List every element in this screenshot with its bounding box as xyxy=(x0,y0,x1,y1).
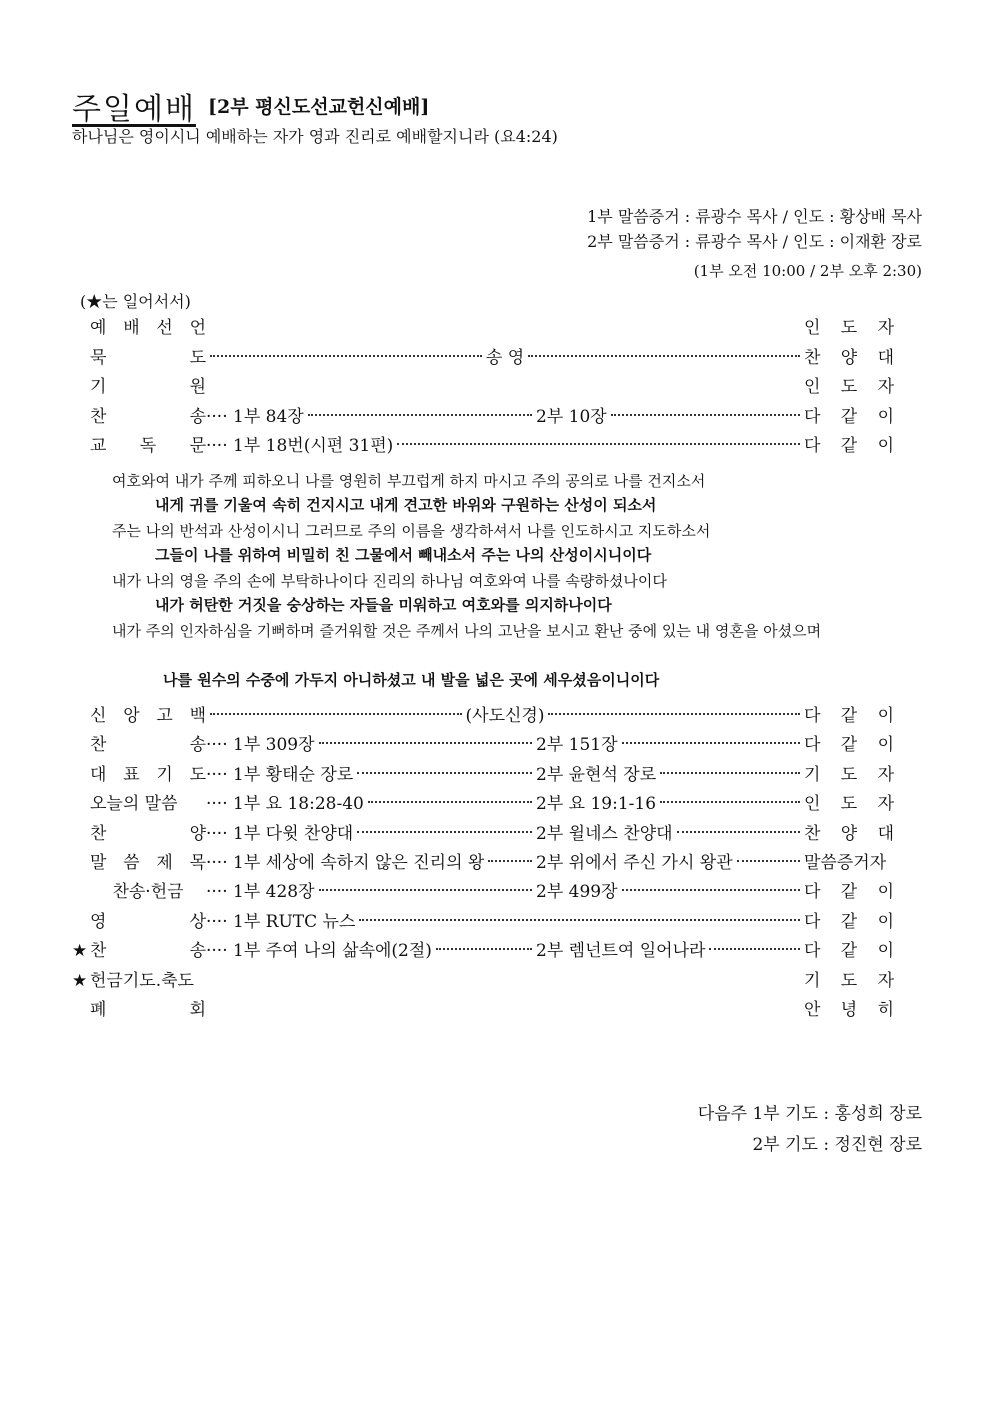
part1-text: ···· 1부 세상에 속하지 않은 진리의 왕 xyxy=(206,853,485,873)
order-label-char: 찬 xyxy=(90,406,107,427)
order-leader xyxy=(804,314,894,343)
dot-leader xyxy=(677,831,800,833)
dot-leader xyxy=(357,772,532,774)
order-label-char: 신 xyxy=(90,706,107,726)
order-label-char: 앙 xyxy=(123,706,140,726)
order-center xyxy=(206,702,804,731)
order-label xyxy=(90,937,206,966)
order-leader-char: 이 xyxy=(877,406,894,427)
order-leader-char: 대 xyxy=(877,347,894,368)
page-title: 주일예배 xyxy=(72,92,196,127)
dot-leader xyxy=(611,414,800,416)
part2-text: 2부 윌네스 찬양대 xyxy=(536,823,673,844)
part2 xyxy=(536,937,804,966)
order-leader-char: 기 xyxy=(804,970,821,991)
order-leader-char: 이 xyxy=(877,735,894,756)
order-leader-char: 같 xyxy=(840,911,858,932)
order-leader xyxy=(804,908,894,937)
order-label-char: 폐 xyxy=(90,1000,107,1020)
psalm-line: 내가 허탄한 거짓을 숭상하는 자들을 미워하고 여호와를 의지하나이다 xyxy=(155,596,612,614)
order-leader-char: 도 xyxy=(840,764,858,785)
order-leader xyxy=(804,878,894,907)
order-row xyxy=(72,403,894,432)
dot-leader xyxy=(660,772,800,774)
part1-text: ···· 1부 다윗 찬양대 xyxy=(206,823,354,844)
order-label-char: 교 xyxy=(90,436,107,456)
order-row xyxy=(72,967,894,996)
order-label-char: 영 xyxy=(90,911,107,932)
order-label-char: 묵 xyxy=(90,347,107,368)
order-row xyxy=(72,937,894,966)
part1 xyxy=(206,432,804,461)
psalm-line: 그들이 나를 위하여 비밀히 친 그물에서 빼내소서 주는 나의 산성이시니이다 xyxy=(155,546,652,564)
order-label-char: 기 xyxy=(90,377,107,397)
order-row xyxy=(72,790,894,819)
order-leader-char: 자 xyxy=(877,318,894,338)
order-leader-char: 다 xyxy=(804,406,821,427)
order-leader-char: 도 xyxy=(840,318,858,338)
order-label-char: 씀 xyxy=(123,853,140,873)
dot-leader xyxy=(359,919,800,921)
order-label xyxy=(90,878,206,907)
part1-text: ···· 1부 황태순 장로 xyxy=(206,764,354,785)
order-label xyxy=(90,731,206,760)
part1-text: ···· 1부 18번(시편 31편) xyxy=(206,436,394,456)
psalm-line: 여호와여 내가 주께 피하오니 나를 영원히 부끄럽게 하지 마시고 주의 공의로 나를 건지소서 xyxy=(112,472,706,490)
order-label-char: 찬 xyxy=(90,823,107,844)
order-row xyxy=(72,849,894,878)
order-label xyxy=(90,432,206,461)
order-row xyxy=(72,820,894,849)
part2 xyxy=(536,820,804,849)
order-leader xyxy=(804,403,894,432)
order-leader-char: 다 xyxy=(804,436,821,456)
order-leader-char: 양 xyxy=(840,347,858,368)
order-leader-char: 다 xyxy=(804,735,821,756)
order-center xyxy=(206,344,804,373)
order-label-char: 제 xyxy=(156,853,173,873)
dot-leader xyxy=(622,889,800,891)
service-times: (1부 오전 10:00 / 2부 오후 2:30) xyxy=(693,262,922,280)
order-label-char: 찬 xyxy=(90,735,107,756)
order-leader-char: 안 xyxy=(804,1000,821,1020)
order-label-char: 목 xyxy=(189,853,206,873)
service-subtitle: [2부 평신도선교헌신예배] xyxy=(208,96,430,118)
dot-leader xyxy=(488,860,532,862)
order-label xyxy=(90,344,206,373)
order-label xyxy=(90,702,206,731)
order-leader-char: 도 xyxy=(840,377,858,397)
part1 xyxy=(206,937,536,966)
order-label-char: 독 xyxy=(139,436,157,456)
part2-text: 2부 10장 xyxy=(536,406,607,427)
order-label xyxy=(90,967,206,996)
order-row xyxy=(72,996,894,1025)
order-leader-char: 이 xyxy=(877,882,894,903)
psalm-line: 나를 원수의 수중에 가두지 아니하셨고 내 발을 넓은 곳에 세우셨음이니이다 xyxy=(163,671,660,689)
part2 xyxy=(536,403,804,432)
order-label-char: 예 xyxy=(90,318,107,338)
next-week-prayer-1: 다음주 1부 기도 : 홍성희 장로 xyxy=(697,1104,922,1124)
order-leader-char: 자 xyxy=(877,794,894,815)
order-row xyxy=(72,432,894,461)
part2 xyxy=(536,790,804,819)
order-label-char: 송 xyxy=(189,735,206,756)
order-leader-char: 같 xyxy=(840,436,858,456)
order-label-char: 표 xyxy=(123,764,140,785)
order-leader-char: 같 xyxy=(840,706,858,726)
part2 xyxy=(536,731,804,760)
order-leader xyxy=(804,344,894,373)
order-leader-char: 같 xyxy=(840,735,858,756)
dot-leader xyxy=(436,948,532,950)
part2-text: 2부 요 19:1-16 xyxy=(536,794,657,815)
part2-text: 2부 499장 xyxy=(536,882,618,903)
order-label-char: 배 xyxy=(123,318,140,338)
order-label xyxy=(90,373,206,402)
order-leader xyxy=(804,731,894,760)
next-week-prayer-2: 2부 기도 : 정진현 장로 xyxy=(752,1135,922,1155)
part1-text: ···· 1부 84장 xyxy=(206,406,304,427)
order-leader-char: 자 xyxy=(877,764,894,785)
order-leader-char: 찬 xyxy=(804,347,821,368)
stand-star-icon: ★ xyxy=(72,970,88,991)
order-leader xyxy=(804,937,894,966)
order-leader xyxy=(804,967,894,996)
order-label-char: 상 xyxy=(189,911,206,932)
order-leader-char: 같 xyxy=(840,941,858,962)
part1 xyxy=(206,908,804,937)
psalm-line: 내가 주의 인자하심을 기뻐하며 즐거워할 것은 주께서 나의 고난을 보시고 환난 중에 있는 내 영혼을 아셨으며 xyxy=(112,622,822,640)
order-label-char: 기 xyxy=(156,764,173,785)
order-leader-char: 이 xyxy=(877,706,894,726)
part1 xyxy=(206,820,536,849)
dot-leader xyxy=(548,713,800,715)
order-label-char: 헌금기도.축도 xyxy=(90,970,194,991)
order-leader-char: 녕 xyxy=(840,1000,858,1020)
order-leader-char: 자 xyxy=(877,377,894,397)
order-leader-char: 이 xyxy=(877,941,894,962)
part2 xyxy=(536,761,804,790)
part1-text: ···· 1부 RUTC 뉴스 xyxy=(206,911,356,932)
order-leader-char: 양 xyxy=(840,823,858,844)
standing-note: (★는 일어서서) xyxy=(80,292,191,311)
order-label-char: 회 xyxy=(189,1000,206,1020)
psalm-line: 내가 나의 영을 주의 손에 부탁하나이다 진리의 하나님 여호와여 나를 속량하셨나이다 xyxy=(112,572,667,590)
order-label-char: 고 xyxy=(156,706,173,726)
part2-text: 2부 렘넌트여 일어나라 xyxy=(536,941,706,962)
order-row xyxy=(72,373,894,402)
order-leader-char: 인 xyxy=(804,377,821,397)
order-label xyxy=(90,403,206,432)
order-row xyxy=(72,761,894,790)
part1 xyxy=(206,403,536,432)
order-label-char: 도 xyxy=(189,347,206,368)
psalm-line: 내게 귀를 기울여 속히 건지시고 내게 견고한 바위와 구원하는 산성이 되소서 xyxy=(155,496,657,514)
order-leader-char: 기 xyxy=(804,764,821,785)
order-leader xyxy=(804,373,894,402)
order-label xyxy=(90,820,206,849)
part1-text: ···· 1부 요 18:28-40 xyxy=(206,794,364,815)
order-leader-char: 인 xyxy=(804,318,821,338)
order-leader-char: 다 xyxy=(804,706,821,726)
dot-leader xyxy=(308,414,532,416)
part1-text: ···· 1부 428장 xyxy=(206,882,315,903)
order-label xyxy=(90,849,206,878)
order-center-text: (사도신경) xyxy=(465,706,545,726)
dot-leader xyxy=(319,889,532,891)
order-leader-char: 찬 xyxy=(804,823,821,844)
dot-leader xyxy=(397,443,800,445)
dot-leader xyxy=(737,860,800,862)
dot-leader xyxy=(210,355,482,357)
order-label-char: 말 xyxy=(90,853,107,873)
order-row xyxy=(72,731,894,760)
dot-leader xyxy=(709,948,800,950)
order-leader xyxy=(804,849,894,878)
preacher-line-1: 1부 말씀증거 : 류광수 목사 / 인도 : 황상배 목사 xyxy=(587,207,922,226)
order-label xyxy=(90,790,206,819)
order-label-char: 문 xyxy=(189,436,206,456)
order-leader xyxy=(804,432,894,461)
order-center-text: 송 영 xyxy=(485,347,525,368)
part1 xyxy=(206,761,536,790)
part1-text: ···· 1부 309장 xyxy=(206,735,315,756)
order-label-char: 선 xyxy=(156,318,173,338)
order-label-char: 송 xyxy=(189,406,206,427)
order-leader-char: 다 xyxy=(804,911,821,932)
order-leader xyxy=(804,996,894,1025)
part2-text: 2부 윤현석 장로 xyxy=(536,764,657,785)
leader xyxy=(206,314,804,316)
order-leader-char: 도 xyxy=(840,970,858,991)
order-leader xyxy=(804,790,894,819)
order-leader-char: 같 xyxy=(840,406,858,427)
part1 xyxy=(206,790,536,819)
psalm-line: 주는 나의 반석과 산성이시니 그러므로 주의 이름을 생각하셔서 나를 인도하시고 지도하소서 xyxy=(112,522,711,540)
part2-text: 2부 151장 xyxy=(536,735,618,756)
order-label-char: 언 xyxy=(189,318,206,338)
order-label-char: 도 xyxy=(189,764,206,785)
order-label xyxy=(90,761,206,790)
order-leader-char: 인 xyxy=(804,794,821,815)
order-label-char: 찬 xyxy=(90,941,107,962)
order-label-char: 대 xyxy=(90,764,107,785)
order-row xyxy=(72,702,894,731)
order-label-char: 원 xyxy=(189,377,206,397)
order-leader-char: 대 xyxy=(877,823,894,844)
order-leader-char: 말씀증거자 xyxy=(804,853,887,873)
order-leader-char: 도 xyxy=(840,794,858,815)
scripture-verse: 하나님은 영이시니 예배하는 자가 영과 진리로 예배할지니라 (요4:24) xyxy=(72,127,558,146)
part2 xyxy=(536,878,804,907)
order-label-char: 찬송·헌금 xyxy=(112,882,184,903)
part2-text: 2부 위에서 주신 가시 왕관 xyxy=(536,853,733,873)
order-leader-char: 이 xyxy=(877,911,894,932)
order-row xyxy=(72,878,894,907)
part2 xyxy=(536,849,804,878)
order-leader-char: 히 xyxy=(877,1000,894,1020)
part1 xyxy=(206,731,536,760)
preacher-line-2: 2부 말씀증거 : 류광수 목사 / 인도 : 이재환 장로 xyxy=(587,232,922,251)
dot-leader xyxy=(210,713,462,715)
order-label xyxy=(90,908,206,937)
order-label-char: 백 xyxy=(189,706,206,726)
dot-leader xyxy=(368,801,532,803)
dot-leader xyxy=(660,801,800,803)
order-leader xyxy=(804,820,894,849)
order-label xyxy=(90,314,206,343)
order-leader-char: 이 xyxy=(877,436,894,456)
order-label xyxy=(90,996,206,1025)
order-label-char: 양 xyxy=(189,823,206,844)
dot-leader xyxy=(319,742,532,744)
order-leader-char: 다 xyxy=(804,941,821,962)
order-row xyxy=(72,908,894,937)
leader xyxy=(206,967,804,969)
dot-leader xyxy=(528,355,800,357)
order-label-char: 송 xyxy=(189,941,206,962)
order-leader-char: 다 xyxy=(804,882,821,903)
dot-leader xyxy=(622,742,800,744)
part1-text: ···· 1부 주여 나의 삶속에(2절) xyxy=(206,941,432,962)
stand-star-icon: ★ xyxy=(72,941,88,962)
order-label-char: 오늘의 말씀 xyxy=(90,794,178,815)
order-leader xyxy=(804,761,894,790)
part1 xyxy=(206,849,536,878)
leader xyxy=(206,996,804,998)
order-leader-char: 자 xyxy=(877,970,894,991)
order-leader xyxy=(804,702,894,731)
leader xyxy=(206,373,804,375)
order-leader-char: 같 xyxy=(840,882,858,903)
order-row xyxy=(72,314,894,343)
part1 xyxy=(206,878,536,907)
order-row xyxy=(72,344,894,373)
dot-leader xyxy=(357,831,532,833)
